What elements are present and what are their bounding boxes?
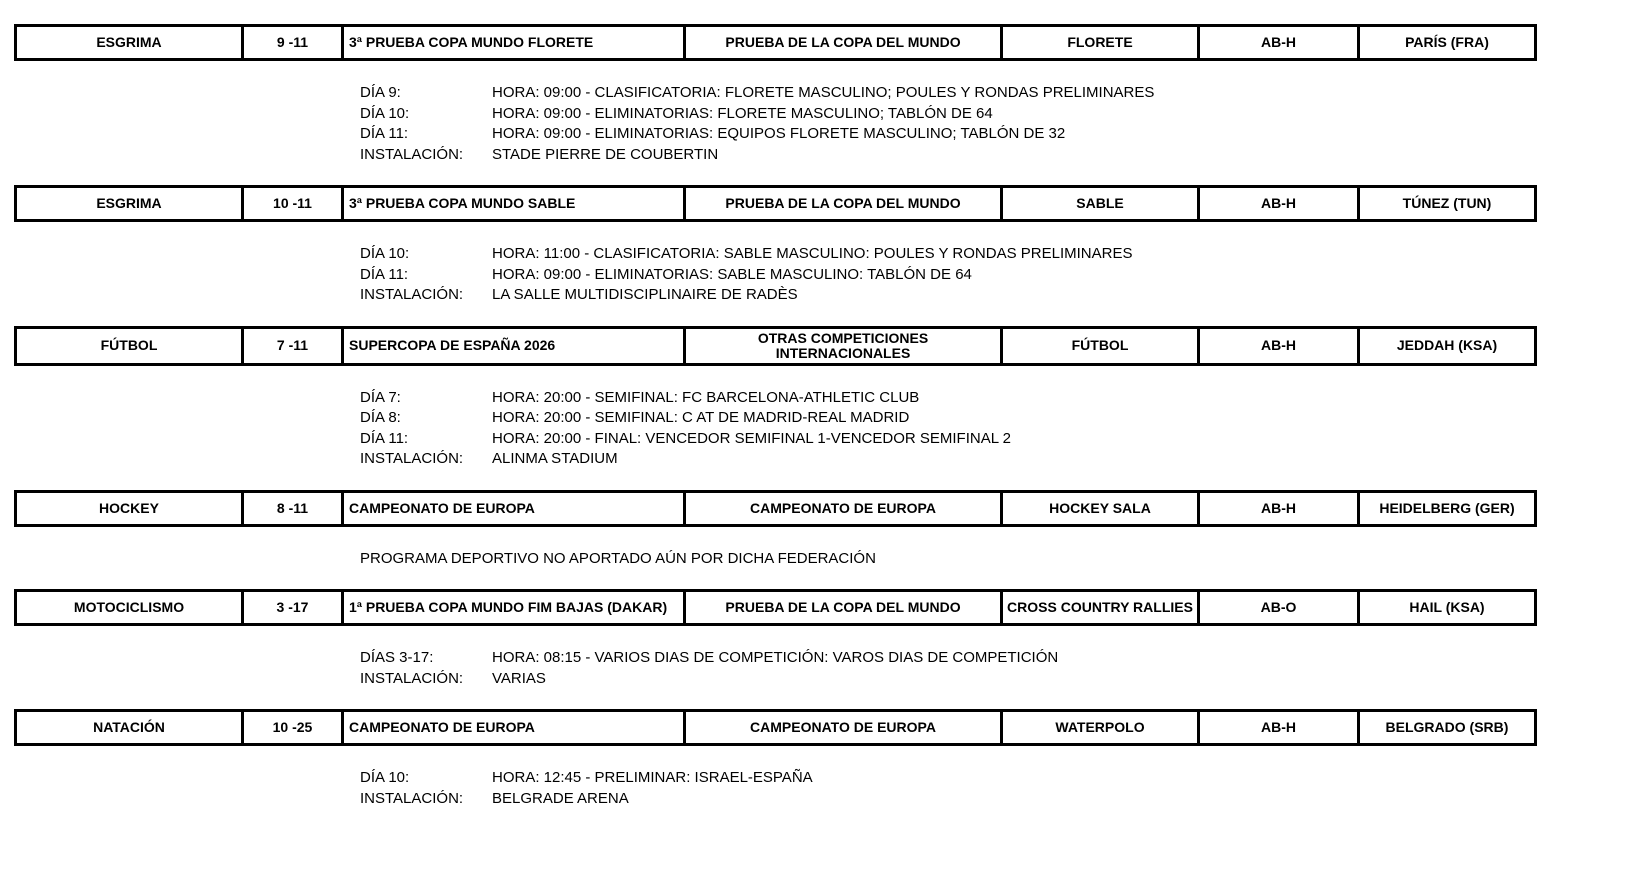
sport-cell: HOCKEY <box>16 491 243 525</box>
table-row <box>16 327 1536 364</box>
location-cell: PARÍS (FRA) <box>1359 26 1536 60</box>
day-label: INSTALACIÓN: <box>360 286 464 303</box>
schedule-line <box>360 789 1636 810</box>
category-cell: AB-O <box>1199 591 1359 625</box>
discipline-cell: HOCKEY SALA <box>1002 491 1199 525</box>
schedule-line <box>360 83 1636 104</box>
schedule-text: LA SALLE MULTIDISCIPLINAIRE DE RADÈS <box>492 286 798 303</box>
day-label: INSTALACIÓN: <box>360 145 464 163</box>
location-cell: HAIL (KSA) <box>1359 591 1536 625</box>
table-row <box>16 491 1536 525</box>
schedule-line <box>360 244 1636 265</box>
schedule-text: HORA: 11:00 - CLASIFICATORIA: SABLE MASCULINO: POULES Y RONDAS PRELIMINARES <box>492 245 1133 262</box>
schedule-text: HORA: 12:45 - PRELIMINAR: ISRAEL-ESPAÑA <box>492 769 813 786</box>
event-block <box>14 326 1636 470</box>
schedule-text: STADE PIERRE DE COUBERTIN <box>492 145 719 163</box>
schedule-line <box>360 449 1636 470</box>
event-details <box>360 768 1636 809</box>
event-name-cell: CAMPEONATO DE EUROPA <box>343 491 685 525</box>
event-details <box>360 648 1636 689</box>
schedule-text: HORA: 09:00 - ELIMINATORIAS: FLORETE MASCULINO; TABLÓN DE 64 <box>492 104 993 122</box>
discipline-cell: FÚTBOL <box>1002 327 1199 364</box>
event-header-table <box>14 185 1537 222</box>
discipline-cell: CROSS COUNTRY RALLIES <box>1002 591 1199 625</box>
competition-type-cell: PRUEBA DE LA COPA DEL MUNDO <box>685 187 1002 221</box>
schedule-line <box>360 265 1636 286</box>
discipline-cell: WATERPOLO <box>1002 711 1199 745</box>
sport-cell: ESGRIMA <box>16 187 243 221</box>
dates-cell: 10 -25 <box>243 711 343 745</box>
competition-type-cell: OTRAS COMPETICIONES INTERNACIONALES <box>685 327 1002 364</box>
schedule-text: HORA: 09:00 - CLASIFICATORIA: FLORETE MASCULINO; POULES Y RONDAS PRELIMINARES <box>492 84 1155 101</box>
discipline-cell: SABLE <box>1002 187 1199 221</box>
day-label: DÍA 11: <box>360 429 409 447</box>
day-label: DÍA 10: <box>360 104 410 122</box>
schedule-line <box>360 669 1636 690</box>
day-label: INSTALACIÓN: <box>360 669 464 687</box>
day-label: DÍA 9: <box>360 84 401 101</box>
dates-cell: 7 -11 <box>243 327 343 364</box>
event-header-table <box>14 709 1537 746</box>
event-details <box>360 244 1636 306</box>
event-header-table <box>14 24 1537 61</box>
table-row <box>16 711 1536 745</box>
day-label: DÍA 10: <box>360 245 410 262</box>
category-cell: AB-H <box>1199 187 1359 221</box>
sport-cell: NATACIÓN <box>16 711 243 745</box>
event-block <box>14 24 1636 165</box>
day-label: DÍAS 3-17: <box>360 649 434 666</box>
location-cell: HEIDELBERG (GER) <box>1359 491 1536 525</box>
schedule-text: HORA: 09:00 - ELIMINATORIAS: SABLE MASCULINO: TABLÓN DE 64 <box>492 265 972 283</box>
table-row <box>16 187 1536 221</box>
schedule-line <box>360 104 1636 125</box>
category-cell: AB-H <box>1199 327 1359 364</box>
dates-cell: 9 -11 <box>243 26 343 60</box>
event-header-table <box>14 589 1537 626</box>
schedule-text: ALINMA STADIUM <box>492 450 618 467</box>
day-label: INSTALACIÓN: <box>360 789 464 807</box>
event-details <box>360 83 1636 165</box>
event-list <box>14 24 1636 809</box>
schedule-line <box>360 408 1636 429</box>
schedule-line <box>360 145 1636 166</box>
competition-type-cell: CAMPEONATO DE EUROPA <box>685 491 1002 525</box>
category-cell: AB-H <box>1199 26 1359 60</box>
schedule-line <box>360 388 1636 409</box>
category-cell: AB-H <box>1199 711 1359 745</box>
discipline-cell: FLORETE <box>1002 26 1199 60</box>
event-header-table <box>14 326 1537 366</box>
event-name-cell: 3ª PRUEBA COPA MUNDO FLORETE <box>343 26 685 60</box>
day-label: DÍA 10: <box>360 769 410 786</box>
category-cell: AB-H <box>1199 491 1359 525</box>
sport-cell: ESGRIMA <box>16 26 243 60</box>
note-text: PROGRAMA DEPORTIVO NO APORTADO AÚN POR DICHA FEDERACIÓN <box>360 549 876 567</box>
dates-cell: 10 -11 <box>243 187 343 221</box>
event-details <box>360 549 1636 570</box>
schedule-text: HORA: 09:00 - ELIMINATORIAS: EQUIPOS FLORETE MASCULINO; TABLÓN DE 32 <box>492 125 1066 142</box>
event-details <box>360 388 1636 470</box>
competition-type-cell: PRUEBA DE LA COPA DEL MUNDO <box>685 591 1002 625</box>
event-header-table <box>14 490 1537 527</box>
schedule-line <box>360 429 1636 450</box>
location-cell: JEDDAH (KSA) <box>1359 327 1536 364</box>
day-label: DÍA 11: <box>360 265 409 283</box>
table-row <box>16 26 1536 60</box>
event-block <box>14 589 1636 689</box>
schedule-line <box>360 285 1636 306</box>
sport-cell: MOTOCICLISMO <box>16 591 243 625</box>
event-name-cell: CAMPEONATO DE EUROPA <box>343 711 685 745</box>
event-name-cell: 3ª PRUEBA COPA MUNDO SABLE <box>343 187 685 221</box>
day-label: DÍA 7: <box>360 388 401 406</box>
event-block <box>14 490 1636 570</box>
sport-cell: FÚTBOL <box>16 327 243 364</box>
location-cell: BELGRADO (SRB) <box>1359 711 1536 745</box>
event-name-cell: 1ª PRUEBA COPA MUNDO FIM BAJAS (DAKAR) <box>343 591 685 625</box>
competition-type-cell: CAMPEONATO DE EUROPA <box>685 711 1002 745</box>
table-row <box>16 591 1536 625</box>
event-block <box>14 709 1636 809</box>
dates-cell: 3 -17 <box>243 591 343 625</box>
schedule-text: VARIAS <box>492 669 546 687</box>
schedule-text: HORA: 20:00 - SEMIFINAL: C AT DE MADRID-REAL MADRID <box>492 409 910 426</box>
day-label: DÍA 8: <box>360 409 401 426</box>
event-block <box>14 185 1636 306</box>
schedule-text: HORA: 20:00 - SEMIFINAL: FC BARCELONA-ATHLETIC CLUB <box>492 388 920 406</box>
competition-type-cell: PRUEBA DE LA COPA DEL MUNDO <box>685 26 1002 60</box>
day-label: DÍA 11: <box>360 125 409 142</box>
day-label: INSTALACIÓN: <box>360 450 464 467</box>
schedule-line <box>360 648 1636 669</box>
schedule-line <box>360 768 1636 789</box>
schedule-line <box>360 124 1636 145</box>
event-name-cell: SUPERCOPA DE ESPAÑA 2026 <box>343 327 685 364</box>
location-cell: TÚNEZ (TUN) <box>1359 187 1536 221</box>
schedule-text: HORA: 20:00 - FINAL: VENCEDOR SEMIFINAL 1-VENCEDOR SEMIFINAL 2 <box>492 429 1012 447</box>
dates-cell: 8 -11 <box>243 491 343 525</box>
schedule-text: BELGRADE ARENA <box>492 789 629 807</box>
schedule-text: HORA: 08:15 - VARIOS DIAS DE COMPETICIÓN: VAROS DIAS DE COMPETICIÓN <box>492 649 1059 666</box>
